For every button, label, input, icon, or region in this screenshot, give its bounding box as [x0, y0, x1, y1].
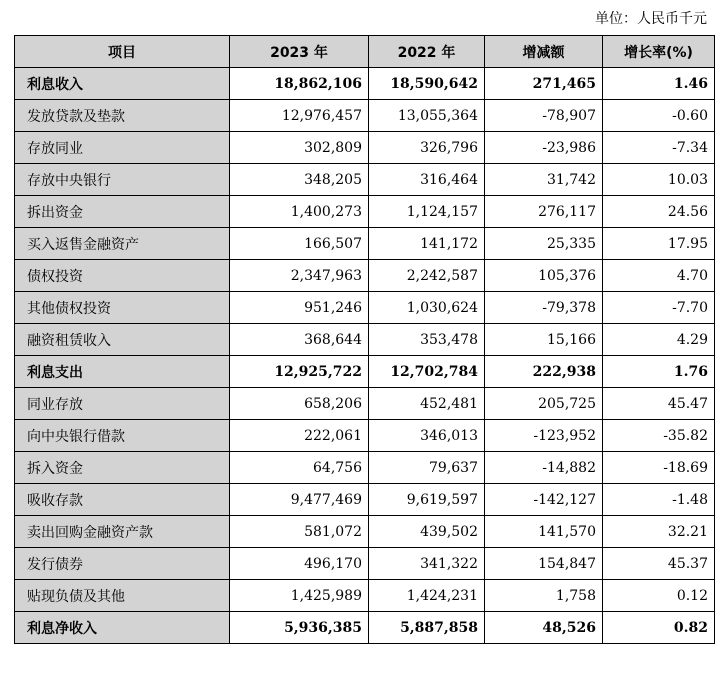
rate-cell: 17.95 — [603, 228, 715, 260]
value-2023-cell: 1,400,273 — [230, 196, 369, 228]
change-cell: 25,335 — [485, 228, 603, 260]
value-2023-cell: 368,644 — [230, 324, 369, 356]
table-row — [15, 324, 715, 356]
value-2022-cell: 18,590,642 — [369, 68, 485, 100]
rate-cell: 45.47 — [603, 388, 715, 420]
change-cell: 1,758 — [485, 580, 603, 612]
value-2022-cell: 346,013 — [369, 420, 485, 452]
table-row — [15, 164, 715, 196]
table-row — [15, 452, 715, 484]
rate-cell: 1.76 — [603, 356, 715, 388]
row-name-cell: 发放贷款及垫款 — [15, 100, 230, 132]
change-cell: 141,570 — [485, 516, 603, 548]
rate-cell: 24.56 — [603, 196, 715, 228]
table-row — [15, 548, 715, 580]
value-2022-cell: 353,478 — [369, 324, 485, 356]
rate-cell: -18.69 — [603, 452, 715, 484]
change-cell: 271,465 — [485, 68, 603, 100]
row-name-cell: 吸收存款 — [15, 484, 230, 516]
value-2022-cell: 341,322 — [369, 548, 485, 580]
change-cell: 48,526 — [485, 612, 603, 644]
row-name-cell: 其他债权投资 — [15, 292, 230, 324]
row-name-cell: 债权投资 — [15, 260, 230, 292]
row-name-cell: 发行债券 — [15, 548, 230, 580]
value-2023-cell: 9,477,469 — [230, 484, 369, 516]
table-row — [15, 612, 715, 644]
value-2023-cell: 166,507 — [230, 228, 369, 260]
change-cell: -142,127 — [485, 484, 603, 516]
change-cell: -23,986 — [485, 132, 603, 164]
row-name-cell: 买入返售金融资产 — [15, 228, 230, 260]
row-name-cell: 利息支出 — [15, 356, 230, 388]
change-cell: 222,938 — [485, 356, 603, 388]
rate-cell: 1.46 — [603, 68, 715, 100]
row-name-cell: 利息净收入 — [15, 612, 230, 644]
rate-cell: 4.70 — [603, 260, 715, 292]
value-2022-cell: 326,796 — [369, 132, 485, 164]
value-2023-cell: 1,425,989 — [230, 580, 369, 612]
value-2022-cell: 13,055,364 — [369, 100, 485, 132]
rate-cell: 10.03 — [603, 164, 715, 196]
table-row — [15, 100, 715, 132]
change-cell: -123,952 — [485, 420, 603, 452]
value-2023-cell: 302,809 — [230, 132, 369, 164]
rate-cell: -7.70 — [603, 292, 715, 324]
value-2022-cell: 452,481 — [369, 388, 485, 420]
value-2022-cell: 1,124,157 — [369, 196, 485, 228]
rate-cell: 32.21 — [603, 516, 715, 548]
value-2022-cell: 79,637 — [369, 452, 485, 484]
rate-cell: -1.48 — [603, 484, 715, 516]
value-2022-cell: 9,619,597 — [369, 484, 485, 516]
table-row — [15, 580, 715, 612]
row-name-cell: 存放同业 — [15, 132, 230, 164]
change-cell: -79,378 — [485, 292, 603, 324]
value-2022-cell: 2,242,587 — [369, 260, 485, 292]
header-2022: 2022 年 — [369, 36, 485, 68]
table-row — [15, 484, 715, 516]
change-cell: 105,376 — [485, 260, 603, 292]
interest-income-table — [14, 35, 715, 644]
rate-cell: 0.82 — [603, 612, 715, 644]
value-2023-cell: 2,347,963 — [230, 260, 369, 292]
unit-label: 单位：人民币千元 — [595, 11, 707, 27]
rate-cell: 45.37 — [603, 548, 715, 580]
rate-cell: -35.82 — [603, 420, 715, 452]
value-2022-cell: 5,887,858 — [369, 612, 485, 644]
table-row — [15, 260, 715, 292]
value-2023-cell: 222,061 — [230, 420, 369, 452]
value-2023-cell: 64,756 — [230, 452, 369, 484]
table-row — [15, 68, 715, 100]
row-name-cell: 拆入资金 — [15, 452, 230, 484]
row-name-cell: 同业存放 — [15, 388, 230, 420]
value-2022-cell: 141,172 — [369, 228, 485, 260]
header-item: 项目 — [15, 36, 230, 68]
value-2023-cell: 12,925,722 — [230, 356, 369, 388]
value-2023-cell: 18,862,106 — [230, 68, 369, 100]
row-name-cell: 融资租赁收入 — [15, 324, 230, 356]
value-2023-cell: 951,246 — [230, 292, 369, 324]
value-2023-cell: 5,936,385 — [230, 612, 369, 644]
row-name-cell: 利息收入 — [15, 68, 230, 100]
value-2023-cell: 348,205 — [230, 164, 369, 196]
header-2023: 2023 年 — [230, 36, 369, 68]
rate-cell: 4.29 — [603, 324, 715, 356]
change-cell: 205,725 — [485, 388, 603, 420]
row-name-cell: 存放中央银行 — [15, 164, 230, 196]
change-cell: 15,166 — [485, 324, 603, 356]
table-row — [15, 420, 715, 452]
value-2023-cell: 12,976,457 — [230, 100, 369, 132]
row-name-cell: 贴现负债及其他 — [15, 580, 230, 612]
change-cell: 31,742 — [485, 164, 603, 196]
value-2023-cell: 658,206 — [230, 388, 369, 420]
value-2023-cell: 581,072 — [230, 516, 369, 548]
rate-cell: -0.60 — [603, 100, 715, 132]
value-2023-cell: 496,170 — [230, 548, 369, 580]
change-cell: -14,882 — [485, 452, 603, 484]
header-rate: 增长率(%) — [603, 36, 715, 68]
value-2022-cell: 316,464 — [369, 164, 485, 196]
table-row — [15, 356, 715, 388]
row-name-cell: 拆出资金 — [15, 196, 230, 228]
table-row — [15, 516, 715, 548]
table-row — [15, 228, 715, 260]
row-name-cell: 向中央银行借款 — [15, 420, 230, 452]
row-name-cell: 卖出回购金融资产款 — [15, 516, 230, 548]
change-cell: 154,847 — [485, 548, 603, 580]
table-row — [15, 388, 715, 420]
value-2022-cell: 12,702,784 — [369, 356, 485, 388]
rate-cell: 0.12 — [603, 580, 715, 612]
table-row — [15, 292, 715, 324]
header-row — [15, 36, 715, 68]
table-row — [15, 132, 715, 164]
rate-cell: -7.34 — [603, 132, 715, 164]
change-cell: 276,117 — [485, 196, 603, 228]
header-change: 增减额 — [485, 36, 603, 68]
value-2022-cell: 439,502 — [369, 516, 485, 548]
value-2022-cell: 1,424,231 — [369, 580, 485, 612]
change-cell: -78,907 — [485, 100, 603, 132]
value-2022-cell: 1,030,624 — [369, 292, 485, 324]
table-row — [15, 196, 715, 228]
